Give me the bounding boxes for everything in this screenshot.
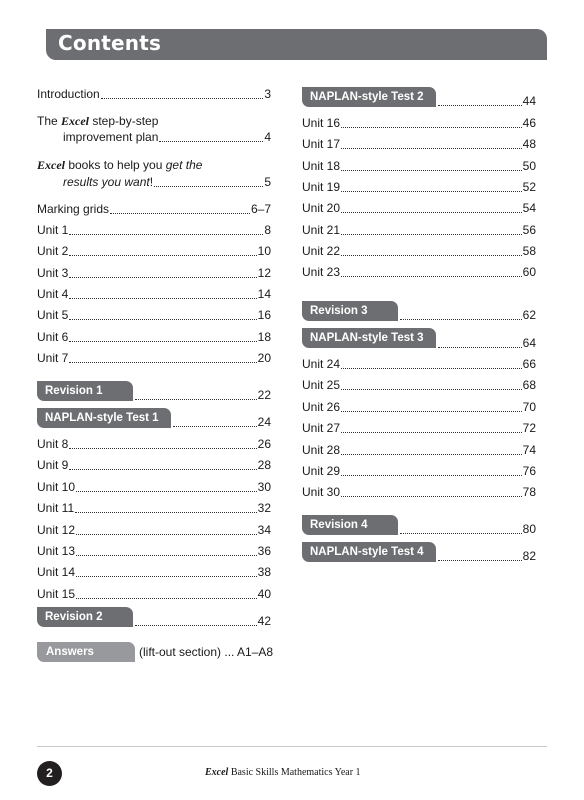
toc-entry-unit-29[interactable] bbox=[302, 464, 536, 478]
toc-entry-unit-4[interactable] bbox=[37, 287, 271, 301]
entry-label: Unit 29 bbox=[302, 464, 341, 478]
brand-excel: Excel bbox=[205, 767, 229, 778]
dot-leader bbox=[69, 362, 256, 363]
dot-leader bbox=[341, 368, 522, 369]
entry-label: Unit 23 bbox=[302, 265, 341, 280]
entry-page: 42 bbox=[257, 614, 271, 628]
dot-leader bbox=[438, 105, 522, 106]
dot-leader bbox=[400, 533, 522, 534]
toc-entry-plan-line1[interactable]: The Excel step-by-step bbox=[37, 114, 159, 128]
entry-label: Unit 18 bbox=[302, 158, 341, 173]
toc-entry-unit-16[interactable] bbox=[302, 116, 536, 130]
dot-leader bbox=[341, 234, 522, 235]
entry-label: Introduction bbox=[37, 87, 100, 101]
dot-leader bbox=[341, 389, 522, 390]
entry-label: Unit 11 bbox=[37, 501, 75, 516]
dot-leader bbox=[341, 148, 522, 149]
entry-label: Unit 7 bbox=[37, 350, 69, 365]
revision-3-leader bbox=[400, 308, 536, 322]
dot-leader bbox=[110, 213, 250, 214]
entry-label: Unit 6 bbox=[37, 329, 69, 344]
entry-page: 68 bbox=[522, 378, 536, 393]
dot-leader bbox=[135, 399, 257, 400]
toc-entry-unit-23[interactable] bbox=[302, 265, 536, 279]
entry-page: 44 bbox=[522, 94, 536, 108]
revision-2-tab[interactable]: Revision 2 bbox=[37, 607, 133, 627]
entry-label: Unit 16 bbox=[302, 116, 341, 130]
entry-label: Unit 28 bbox=[302, 442, 341, 457]
entry-label: Unit 1 bbox=[37, 223, 69, 237]
entry-page: 34 bbox=[257, 522, 271, 537]
toc-entry-unit-14[interactable] bbox=[37, 565, 271, 579]
entry-page: 46 bbox=[522, 116, 536, 130]
entry-page: 16 bbox=[257, 308, 271, 323]
revision-4-leader bbox=[400, 522, 536, 536]
entry-page: 66 bbox=[522, 357, 536, 371]
toc-entry-unit-7[interactable] bbox=[37, 351, 271, 365]
answers-tab[interactable]: Answers bbox=[37, 642, 135, 662]
toc-entry-books-line2[interactable]: results you want! 5 bbox=[63, 175, 271, 189]
dot-leader bbox=[341, 475, 522, 476]
toc-entry-unit-15[interactable] bbox=[37, 587, 271, 601]
entry-page: 18 bbox=[257, 329, 271, 344]
entry-page: 4 bbox=[264, 130, 271, 144]
dot-leader bbox=[438, 560, 522, 561]
toc-entry-unit-27[interactable] bbox=[302, 421, 536, 435]
toc-entry-plan-line2[interactable] bbox=[37, 130, 271, 144]
entry-label: Unit 24 bbox=[302, 357, 341, 371]
entry-label: Unit 2 bbox=[37, 244, 69, 259]
dot-leader bbox=[69, 234, 263, 235]
entry-label: Marking grids bbox=[37, 202, 110, 216]
entry-page: 5 bbox=[264, 175, 271, 189]
revision-1-tab[interactable]: Revision 1 bbox=[37, 381, 133, 401]
entry-label: Unit 17 bbox=[302, 137, 341, 152]
contents-title-bar bbox=[46, 29, 547, 60]
entry-page: 20 bbox=[257, 350, 271, 365]
entry-page: 62 bbox=[522, 308, 536, 322]
page-number-badge: 2 bbox=[37, 761, 62, 786]
dot-leader bbox=[69, 469, 256, 470]
entry-page: 58 bbox=[522, 243, 536, 258]
entry-page: 52 bbox=[522, 179, 536, 194]
entry-label: Unit 21 bbox=[302, 222, 341, 237]
entry-page: 22 bbox=[257, 388, 271, 402]
footer-divider bbox=[37, 746, 547, 747]
toc-entry-unit-21[interactable] bbox=[302, 223, 536, 237]
toc-entry-unit-25[interactable] bbox=[302, 378, 536, 392]
toc-entry-unit-20[interactable] bbox=[302, 201, 536, 215]
revision-4-tab[interactable]: Revision 4 bbox=[302, 515, 398, 535]
dot-leader bbox=[76, 576, 257, 577]
dot-leader bbox=[341, 276, 522, 277]
dot-leader bbox=[341, 170, 522, 171]
toc-entry-unit-5[interactable] bbox=[37, 308, 271, 322]
naplan-test-2-tab[interactable]: NAPLAN-style Test 2 bbox=[302, 87, 436, 107]
entry-page: 78 bbox=[522, 485, 536, 500]
entry-page: 12 bbox=[257, 265, 271, 280]
entry-label: Unit 27 bbox=[302, 421, 341, 436]
dot-leader bbox=[69, 255, 256, 256]
toc-entry-unit-13[interactable] bbox=[37, 544, 271, 558]
toc-entry-introduction[interactable] bbox=[37, 87, 271, 101]
entry-page: 48 bbox=[522, 137, 536, 152]
entry-page: 36 bbox=[257, 544, 271, 558]
toc-entry-unit-2[interactable] bbox=[37, 244, 271, 258]
entry-page: 54 bbox=[522, 201, 536, 216]
entry-page: 10 bbox=[257, 244, 271, 259]
entry-page: 32 bbox=[257, 501, 271, 516]
dot-leader bbox=[69, 448, 256, 449]
dot-leader bbox=[173, 426, 257, 427]
naplan-test-4-tab[interactable]: NAPLAN-style Test 4 bbox=[302, 542, 436, 562]
dot-leader bbox=[341, 432, 522, 433]
answers-note: (lift-out section) ... A1–A8 bbox=[139, 645, 274, 659]
entry-page: 6–7 bbox=[250, 202, 271, 216]
toc-entry-unit-1[interactable] bbox=[37, 223, 271, 237]
entry-page: 82 bbox=[522, 549, 536, 563]
entry-page: 60 bbox=[522, 265, 536, 280]
toc-entry-unit-9[interactable] bbox=[37, 458, 271, 472]
dot-leader bbox=[341, 212, 522, 213]
toc-entry-unit-12[interactable] bbox=[37, 523, 271, 537]
dot-leader bbox=[341, 411, 522, 412]
naplan-test-2-leader bbox=[438, 94, 536, 108]
entry-label: Unit 15 bbox=[37, 586, 76, 601]
entry-label: Unit 4 bbox=[37, 286, 69, 301]
toc-entry-unit-18[interactable] bbox=[302, 159, 536, 173]
entry-page: 26 bbox=[257, 437, 271, 451]
naplan-test-1-leader bbox=[173, 415, 271, 429]
entry-label: Unit 3 bbox=[37, 265, 69, 280]
dot-leader bbox=[69, 341, 256, 342]
entry-label: Unit 30 bbox=[302, 485, 341, 500]
entry-label: Unit 19 bbox=[302, 179, 341, 194]
entry-page: 64 bbox=[522, 336, 536, 350]
entry-label: step-by-step bbox=[89, 114, 159, 128]
revision-2-leader bbox=[135, 614, 271, 628]
revision-3-tab[interactable]: Revision 3 bbox=[302, 301, 398, 321]
entry-page: 72 bbox=[522, 421, 536, 436]
entry-label: Unit 20 bbox=[302, 201, 341, 216]
toc-entry-marking-grids[interactable] bbox=[37, 202, 271, 216]
entry-page: 80 bbox=[522, 522, 536, 536]
dot-leader bbox=[341, 191, 522, 192]
entry-label: improvement plan bbox=[63, 130, 159, 144]
entry-page: 50 bbox=[522, 158, 536, 173]
dot-leader bbox=[69, 319, 256, 320]
dot-leader bbox=[69, 277, 256, 278]
entry-label: Unit 5 bbox=[37, 308, 69, 323]
naplan-test-3-tab[interactable]: NAPLAN-style Test 3 bbox=[302, 328, 436, 348]
toc-entry-unit-17[interactable] bbox=[302, 137, 536, 151]
dot-leader bbox=[76, 555, 257, 556]
naplan-test-3-leader bbox=[438, 336, 536, 350]
toc-entry-unit-19[interactable] bbox=[302, 180, 536, 194]
dot-leader bbox=[101, 98, 264, 99]
toc-entry-unit-10[interactable] bbox=[37, 480, 271, 494]
entry-label: Unit 12 bbox=[37, 522, 76, 537]
entry-page: 3 bbox=[264, 87, 271, 101]
dot-leader bbox=[341, 127, 522, 128]
toc-entry-unit-26[interactable] bbox=[302, 400, 536, 414]
toc-entry-unit-11[interactable] bbox=[37, 501, 271, 515]
entry-page: 28 bbox=[257, 458, 271, 473]
dot-leader bbox=[159, 141, 263, 142]
entry-label: Unit 10 bbox=[37, 479, 76, 494]
entry-page: 70 bbox=[522, 399, 536, 414]
toc-entry-unit-8[interactable] bbox=[37, 437, 271, 451]
toc-entry-unit-28[interactable] bbox=[302, 443, 536, 457]
entry-label: Unit 14 bbox=[37, 565, 76, 580]
dot-leader bbox=[400, 319, 522, 320]
entry-label: Unit 8 bbox=[37, 437, 69, 451]
entry-label: Unit 9 bbox=[37, 458, 69, 473]
dot-leader bbox=[341, 255, 522, 256]
naplan-test-1-tab[interactable]: NAPLAN-style Test 1 bbox=[37, 408, 171, 428]
brand-excel: Excel bbox=[61, 114, 90, 128]
toc-entry-unit-22[interactable] bbox=[302, 244, 536, 258]
naplan-test-4-leader bbox=[438, 549, 536, 563]
toc-entry-books-line1[interactable]: Excel books to help you get the bbox=[37, 158, 203, 172]
entry-page: 30 bbox=[257, 479, 271, 494]
entry-label: Unit 22 bbox=[302, 243, 341, 258]
dot-leader bbox=[75, 512, 257, 513]
dot-leader bbox=[135, 625, 257, 626]
revision-1-leader bbox=[135, 388, 271, 402]
entry-page: 14 bbox=[257, 286, 271, 301]
dot-leader bbox=[76, 598, 257, 599]
entry-page: 56 bbox=[522, 222, 536, 237]
entry-label: Unit 25 bbox=[302, 378, 341, 393]
toc-entry-unit-3[interactable] bbox=[37, 266, 271, 280]
toc-entry-unit-30[interactable] bbox=[302, 485, 536, 499]
dot-leader bbox=[69, 298, 256, 299]
entry-page: 38 bbox=[257, 565, 271, 580]
entry-page: 76 bbox=[522, 464, 536, 478]
entry-page: 74 bbox=[522, 442, 536, 457]
toc-entry-unit-6[interactable] bbox=[37, 330, 271, 344]
dot-leader bbox=[76, 491, 257, 492]
entry-label: Unit 26 bbox=[302, 399, 341, 414]
dot-leader bbox=[341, 496, 522, 497]
brand-excel: Excel bbox=[37, 158, 65, 172]
entry-page: 8 bbox=[264, 223, 271, 237]
dot-leader bbox=[76, 534, 257, 535]
entry-page: 40 bbox=[257, 586, 271, 601]
entry-page: 24 bbox=[257, 415, 271, 429]
dot-leader bbox=[438, 347, 522, 348]
dot-leader bbox=[154, 186, 263, 187]
dot-leader bbox=[341, 454, 522, 455]
toc-entry-unit-24[interactable] bbox=[302, 357, 536, 371]
footer-book-title: Excel Basic Skills Mathematics Year 1 bbox=[205, 767, 361, 778]
entry-label: Unit 13 bbox=[37, 544, 76, 558]
page-title: Contents bbox=[58, 31, 162, 55]
